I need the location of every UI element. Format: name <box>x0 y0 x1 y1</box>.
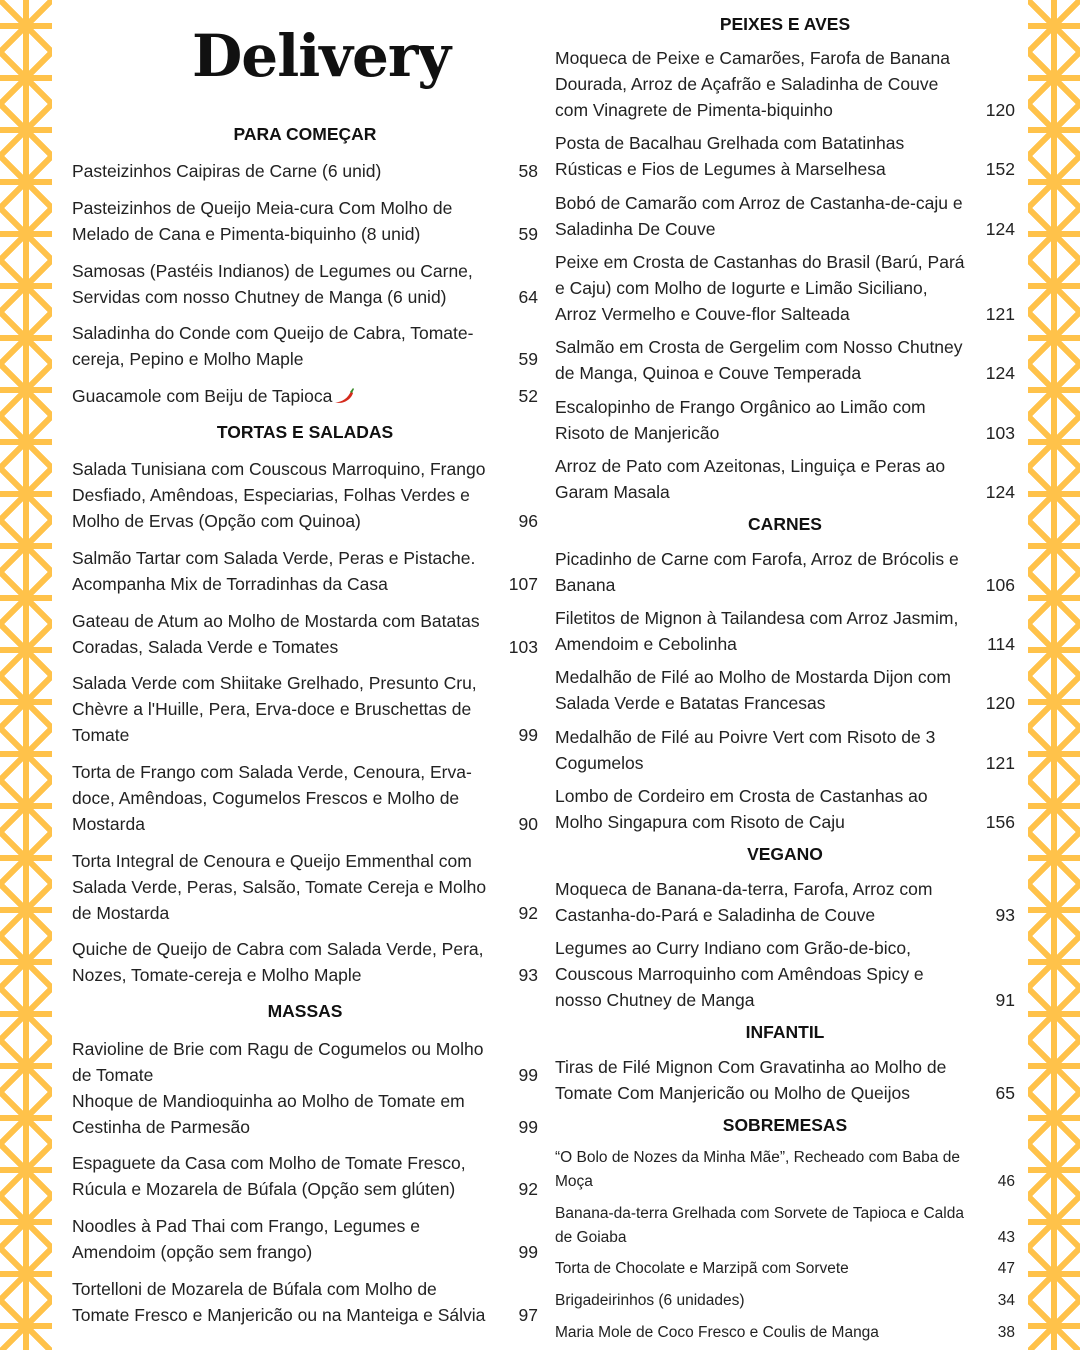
item-name: Picadinho de Carne com Farofa, Arroz de Brócolis e Banana <box>555 549 959 595</box>
item-price: 38 <box>997 1324 1015 1341</box>
item-name: Arroz de Pato com Azeitonas, Linguiça e Peras ao Garam Masala <box>555 456 946 502</box>
decorative-border-right <box>1028 0 1080 1350</box>
item-price: 96 <box>518 511 538 531</box>
menu-item <box>72 320 538 372</box>
item-price: 107 <box>508 574 538 594</box>
item-price: 99 <box>518 1242 538 1262</box>
item-price: 103 <box>985 423 1015 443</box>
item-name: Torta de Chocolate e Marzipã com Sorvete <box>555 1260 849 1277</box>
item-name: Lombo de Cordeiro em Crosta de Castanhas ao Molho Singapura com Risoto de Caju <box>555 786 928 832</box>
item-name: Saladinha do Conde com Queijo de Cabra, Tomate-cereja, Pepino e Molho Maple <box>72 323 474 369</box>
item-price: 59 <box>518 349 538 369</box>
menu-item <box>555 45 1015 123</box>
section-title-sobremesas: SOBREMESAS <box>722 1115 848 1135</box>
item-price: 114 <box>987 634 1015 654</box>
item-name: “O Bolo de Nozes da Minha Mãe”, Recheado com Baba de Moça <box>555 1149 960 1190</box>
item-name: Filetitos de Mignon à Tailandesa com Arroz Jasmim, Amendoim e Cebolinha <box>555 608 959 654</box>
item-name: Banana-da-terra Grelhada com Sorvete de Tapioca e Calda de Goiaba <box>555 1205 964 1246</box>
menu-item <box>555 876 1015 928</box>
item-price: 34 <box>997 1292 1015 1309</box>
item-name: Tortelloni de Mozarela de Búfala com Molho de Tomate Fresco e Manjericão ou na Manteiga e Sálvia <box>72 1279 486 1325</box>
menu-item <box>555 130 1015 182</box>
item-name: Nhoque de Mandioquinha ao Molho de Tomate em Cestinha de Parmesão <box>72 1091 465 1137</box>
item-name: Medalhão de Filé ao Molho de Mostarda Dijon com Salada Verde e Batatas Francesas <box>555 667 951 713</box>
menu-item <box>555 724 1015 776</box>
menu-item <box>72 1088 538 1140</box>
section-title-vegano: VEGANO <box>747 844 823 864</box>
menu-item <box>555 664 1015 716</box>
item-name: Quiche de Queijo de Cabra com Salada Verde, Pera, Nozes, Tomate-cereja e Molho Maple <box>72 939 484 985</box>
item-name: Torta Integral de Cenoura e Queijo Emmenthal com Salada Verde, Peras, Salsão, Tomate Cereja e Molho de Mostarda <box>72 851 487 923</box>
item-price: 99 <box>518 1117 538 1137</box>
item-name: Salmão Tartar com Salada Verde, Peras e Pistache. Acompanha Mix de Torradinhas da Casa <box>72 548 476 594</box>
item-name: Samosas (Pastéis Indianos) de Legumes ou Carne, Servidas com nosso Chutney de Manga (6 unid) <box>72 261 473 307</box>
page-title: Delivery <box>192 22 451 90</box>
menu-item <box>72 545 538 597</box>
item-name: Maria Mole de Coco Fresco e Coulis de Manga <box>555 1324 879 1341</box>
item-name: Gateau de Atum ao Molho de Mostarda com Batatas Coradas, Salada Verde e Tomates <box>72 611 480 657</box>
menu-item <box>72 383 538 409</box>
item-name: Espaguete da Casa com Molho de Tomate Fresco, Rúcula e Mozarela de Búfala (Opção sem glúten) <box>72 1153 466 1199</box>
item-name: Guacamole com Beiju de Tapioca <box>72 383 538 409</box>
item-price: 124 <box>985 363 1015 383</box>
item-price: 64 <box>518 287 538 307</box>
item-name: Moqueca de Banana-da-terra, Farofa, Arroz com Castanha-do-Pará e Saladinha de Couve <box>555 879 933 925</box>
item-name: Torta de Frango com Salada Verde, Cenoura, Erva-doce, Amêndoas, Cogumelos Frescos e Molho de Mostarda <box>72 762 472 834</box>
section-title-para-comecar: PARA COMEÇAR <box>233 124 377 144</box>
item-price: 47 <box>997 1260 1015 1277</box>
menu-item <box>555 453 1015 505</box>
item-name: Noodles à Pad Thai com Frango, Legumes e Amendoim (opção sem frango) <box>72 1216 420 1262</box>
item-price: 120 <box>985 100 1015 120</box>
item-price: 93 <box>518 965 538 985</box>
item-price: 99 <box>518 725 538 745</box>
item-price: 121 <box>985 753 1015 773</box>
item-price: 120 <box>985 693 1015 713</box>
menu-item <box>555 1257 1015 1281</box>
menu-item <box>555 1054 1015 1106</box>
section-title-tortas-saladas: TORTAS E SALADAS <box>216 422 394 442</box>
menu-item <box>72 936 538 988</box>
item-name: Brigadeirinhos (6 unidades) <box>555 1292 745 1309</box>
menu-item <box>555 249 1015 327</box>
menu-item <box>72 759 538 837</box>
item-name: Medalhão de Filé au Poivre Vert com Risoto de 3 Cogumelos <box>555 727 936 773</box>
menu-item <box>72 1036 538 1088</box>
item-name: Salmão em Crosta de Gergelim com Nosso Chutney de Manga, Quinoa e Couve Temperada <box>555 337 963 383</box>
section-title-infantil: INFANTIL <box>745 1022 825 1042</box>
item-price: 97 <box>518 1305 538 1325</box>
item-price: 59 <box>518 224 538 244</box>
item-price: 43 <box>997 1229 1015 1246</box>
item-name: Moqueca de Peixe e Camarões, Farofa de Banana Dourada, Arroz de Açafrão e Saladinha de Couve com Vinagrete de Pimenta-biquinho <box>555 48 950 120</box>
item-name: Salada Tunisiana com Couscous Marroquino, Frango Desfiado, Amêndoas, Especiarias, Folhas Verdes e Molho de Ervas (Opção com Quinoa) <box>72 459 486 531</box>
item-price: 65 <box>995 1083 1015 1103</box>
menu-item <box>555 394 1015 446</box>
menu-item <box>555 1202 1015 1250</box>
item-name: Ravioline de Brie com Ragu de Cogumelos ou Molho de Tomate <box>72 1039 484 1085</box>
item-price: 92 <box>518 903 538 923</box>
decorative-border-left <box>0 0 52 1350</box>
menu-item <box>555 783 1015 835</box>
menu-item <box>555 605 1015 657</box>
menu-item <box>72 1213 538 1265</box>
menu-item <box>555 1321 1015 1345</box>
item-name: Legumes ao Curry Indiano com Grão-de-bico, Couscous Marroquinho com Amêndoas Spicy e nosso Chutney de Manga <box>555 938 924 1010</box>
item-name: Posta de Bacalhau Grelhada com Batatinhas Rústicas e Fios de Legumes à Marselhesa <box>555 133 905 179</box>
item-name: Tiras de Filé Mignon Com Gravatinha ao Molho de Tomate Com Manjericão ou Molho de Queijos <box>555 1057 947 1103</box>
menu-item <box>72 608 538 660</box>
item-name: Bobó de Camarão com Arroz de Castanha-de-caju e Saladinha De Couve <box>555 193 963 239</box>
menu-item <box>72 195 538 247</box>
item-price: 46 <box>997 1173 1015 1190</box>
item-name: Pasteizinhos Caipiras de Carne (6 unid) <box>72 161 382 181</box>
menu-item <box>72 1150 538 1202</box>
item-price: 103 <box>508 637 538 657</box>
item-price: 91 <box>995 990 1015 1010</box>
menu-item <box>72 258 538 310</box>
item-price: 152 <box>985 159 1015 179</box>
item-price: 58 <box>518 161 538 181</box>
item-price: 52 <box>518 386 538 406</box>
item-price: 92 <box>518 1179 538 1199</box>
menu-item <box>555 546 1015 598</box>
chili-pepper-icon <box>333 386 355 404</box>
section-title-massas: MASSAS <box>267 1001 343 1021</box>
menu-item <box>72 670 538 748</box>
menu-item <box>72 158 538 184</box>
menu-item <box>555 190 1015 242</box>
menu-item <box>72 848 538 926</box>
item-price: 156 <box>985 812 1015 832</box>
section-title-peixes-aves: PEIXES E AVES <box>719 14 851 34</box>
item-price: 106 <box>985 575 1015 595</box>
item-price: 99 <box>518 1065 538 1085</box>
menu-item <box>72 1276 538 1328</box>
menu-item <box>555 1146 1015 1194</box>
menu-item <box>555 1289 1015 1313</box>
item-price: 121 <box>985 304 1015 324</box>
item-price: 124 <box>985 482 1015 502</box>
item-price: 124 <box>985 219 1015 239</box>
menu-item <box>555 334 1015 386</box>
item-name: Pasteizinhos de Queijo Meia-cura Com Molho de Melado de Cana e Pimenta-biquinho (8 unid) <box>72 198 453 244</box>
menu-item <box>72 456 538 534</box>
item-price: 93 <box>995 905 1015 925</box>
item-price: 90 <box>518 814 538 834</box>
item-name: Salada Verde com Shiitake Grelhado, Presunto Cru, Chèvre a l'Huille, Pera, Erva-doce e Bruschettas de Tomate <box>72 673 477 745</box>
menu-item <box>555 935 1015 1013</box>
item-name: Escalopinho de Frango Orgânico ao Limão com Risoto de Manjericão <box>555 397 926 443</box>
item-name: Peixe em Crosta de Castanhas do Brasil (Barú, Pará e Caju) com Molho de Iogurte e Limão Siciliano, Arroz Vermelho e Couve-flor Salteada <box>555 252 965 324</box>
section-title-carnes: CARNES <box>748 514 822 534</box>
